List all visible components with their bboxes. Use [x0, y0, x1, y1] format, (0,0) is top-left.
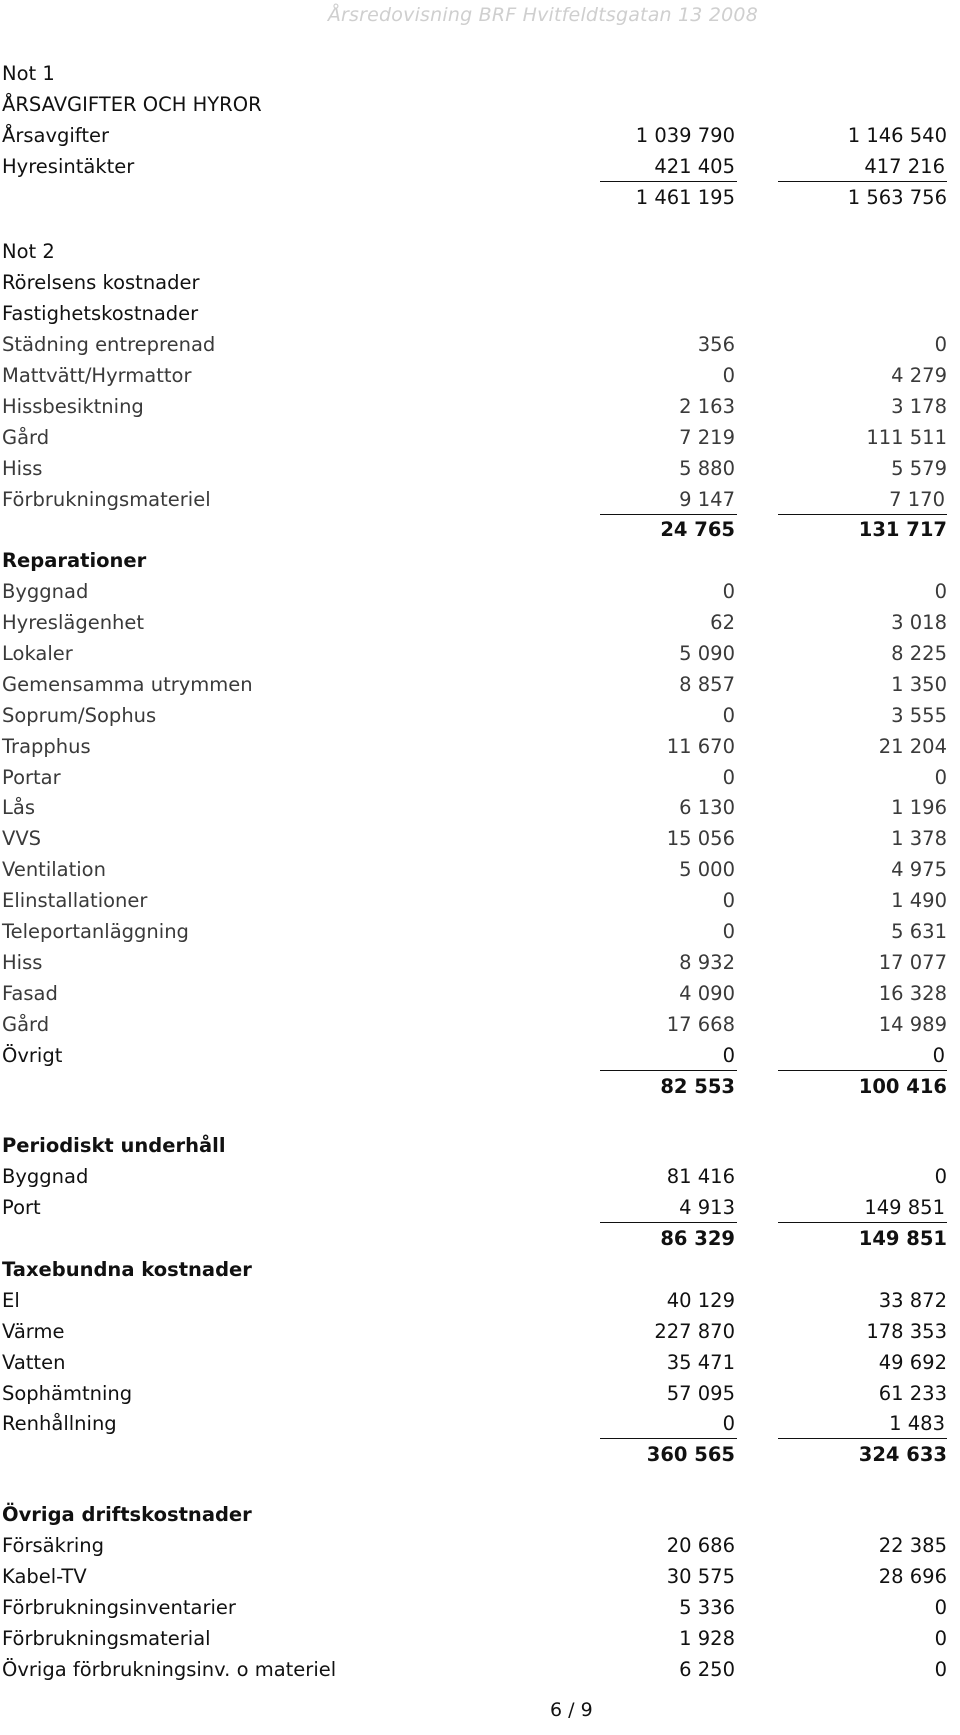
table-row: Byggnad 0 0 — [2, 580, 947, 604]
table-row: Gemensamma utrymmen 8 857 1 350 — [2, 672, 947, 696]
document-header: Årsredovisning BRF Hvitfeldtsgatan 13 2008 — [327, 4, 758, 26]
section-heading: Fastighetskostnader — [2, 302, 199, 326]
table-row: Övriga förbrukningsinv. o materiel 6 250 0 — [2, 1657, 947, 1681]
table-row: Trapphus 11 670 21 204 — [2, 734, 947, 758]
subtotal-row: 82 553 100 416 — [660, 1074, 947, 1098]
table-row: Renhållning 0 1 483 — [2, 1409, 948, 1440]
table-row: Mattvätt/Hyrmattor 0 4 279 — [2, 364, 947, 388]
financial-notes — [2, 59, 948, 1686]
table-row: VVS 15 056 1 378 — [2, 827, 947, 851]
section-heading: Periodiskt underhåll — [2, 1134, 226, 1158]
page-number: 6 / 9 — [550, 1699, 593, 1721]
section-heading: Reparationer — [2, 549, 147, 573]
note-subtitle: Rörelsens kostnader — [2, 271, 200, 295]
table-row: Lokaler 5 090 8 225 — [2, 642, 947, 666]
table-row: Sophämtning 57 095 61 233 — [2, 1381, 947, 1405]
table-row: Förbrukningsmaterial 1 928 0 — [2, 1626, 947, 1650]
subtotal-row: 24 765 131 717 — [660, 518, 947, 542]
table-row: Portar 0 0 — [2, 765, 947, 789]
section-heading: Övriga driftskostnader — [2, 1503, 252, 1527]
table-row: Gård 7 219 111 511 — [2, 425, 947, 449]
subtotal-row: 360 565 324 633 — [646, 1443, 947, 1467]
table-row: Kabel-TV 30 575 28 696 — [2, 1564, 947, 1588]
section-heading: Taxebundna kostnader — [2, 1257, 252, 1281]
table-row: Förbrukningsinventarier 5 336 0 — [2, 1595, 947, 1619]
table-row: El 40 129 33 872 — [2, 1288, 947, 1312]
table-row: Soprum/Sophus 0 3 555 — [2, 703, 947, 727]
table-row: Byggnad 81 416 0 — [2, 1165, 947, 1189]
table-row: Hiss 5 880 5 579 — [2, 456, 947, 480]
note-subtitle: ÅRSAVGIFTER OCH HYROR — [2, 92, 262, 116]
table-row: Ventilation 5 000 4 975 — [2, 858, 947, 882]
table-row: Hyreslägenhet 62 3 018 — [2, 611, 947, 635]
table-row: Vatten 35 471 49 692 — [2, 1350, 947, 1374]
table-row: Hiss 8 932 17 077 — [2, 950, 947, 974]
table-row: Hissbesiktning 2 163 3 178 — [2, 394, 947, 418]
table-row: Värme 227 870 178 353 — [2, 1319, 947, 1343]
table-row: Port 4 913 149 851 — [2, 1193, 948, 1224]
table-row: Gård 17 668 14 989 — [2, 1012, 947, 1036]
note-title: Not 2 — [2, 240, 55, 264]
table-row: Förbrukningsmateriel 9 147 7 170 — [2, 485, 948, 516]
table-row: Städning entreprenad 356 0 — [2, 333, 947, 357]
table-row: Lås 6 130 1 196 — [2, 796, 947, 820]
table-row: Försäkring 20 686 22 385 — [2, 1534, 947, 1558]
subtotal-row: 86 329 149 851 — [660, 1227, 947, 1251]
table-row: Fasad 4 090 16 328 — [2, 981, 947, 1005]
table-row: Elinstallationer 0 1 490 — [2, 889, 947, 913]
subtotal-row: 1 461 195 1 563 756 — [635, 185, 947, 209]
table-row: Övrigt 0 0 — [2, 1041, 948, 1072]
table-row: Hyresintäkter 421 405 417 216 — [2, 152, 948, 183]
table-row: Teleportanläggning 0 5 631 — [2, 920, 947, 944]
table-row: Årsavgifter 1 039 790 1 146 540 — [2, 123, 947, 147]
note-title: Not 1 — [2, 62, 55, 85]
